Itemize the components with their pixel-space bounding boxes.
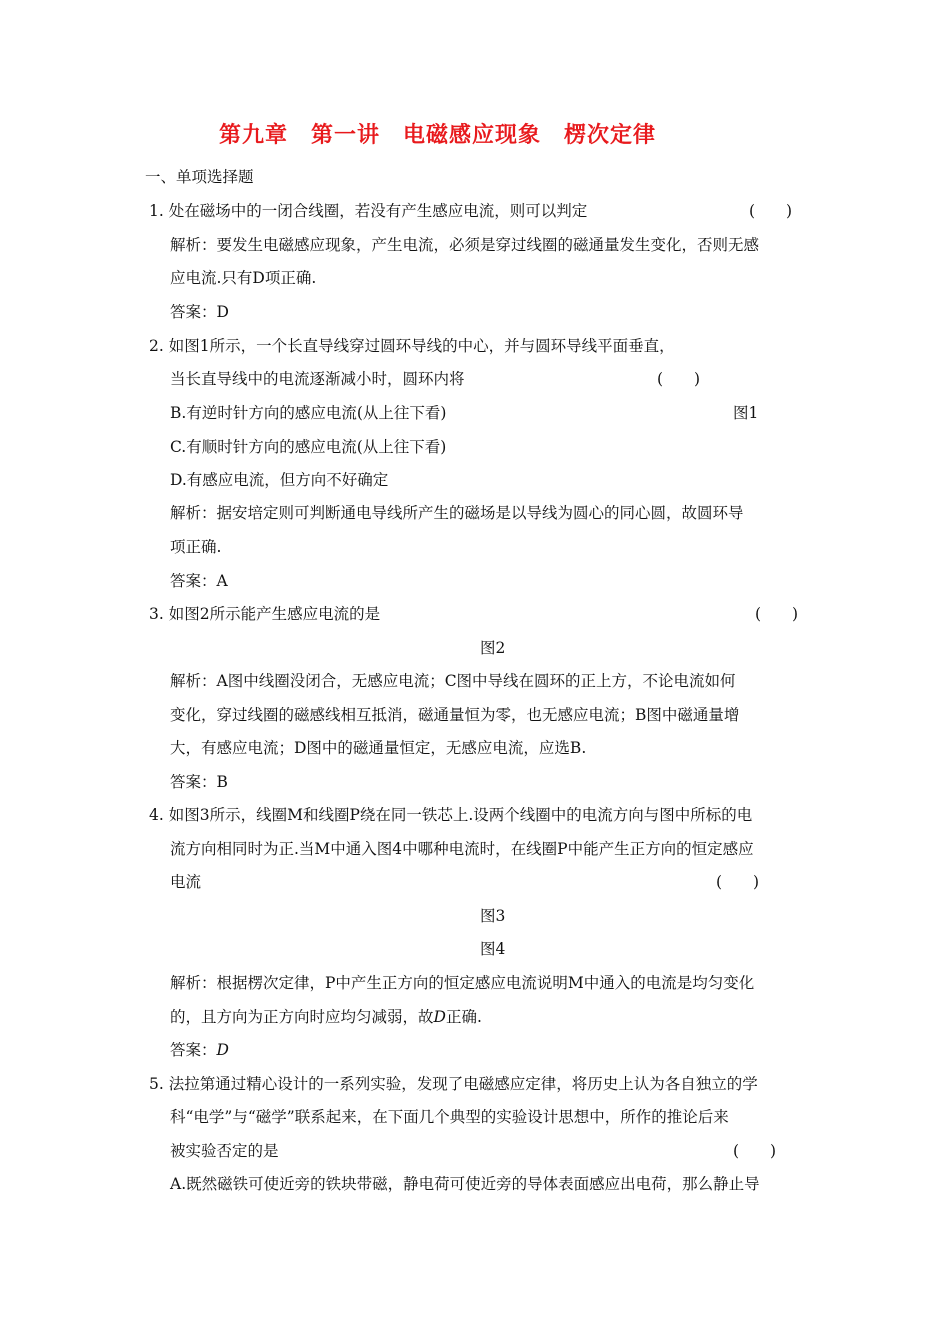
q1-analysis-line-1: 解析：要发生电磁感应现象，产生电流，必须是穿过线圈的磁通量发生变化，否则无感 [170,236,760,254]
q5-stem-line-3: 被实验否定的是 [170,1142,279,1160]
q3-analysis-line-3: 大，有感应电流；D图中的磁通量恒定，无感应电流，应选B. [170,739,587,757]
q4-analysis-line-2 [170,1006,482,1028]
q4-analysis-line-1: 解析：根据楞次定律，P中产生正方向的恒定感应电流说明M中通入的电流是均匀变化 [170,974,755,992]
q1-stem: 1. 处在磁场中的一闭合线圈，若没有产生感应电流，则可以判定 [149,202,588,220]
q4-analysis-text: 的，且方向为正方向时应均匀减弱，故 [170,1008,434,1026]
q2-answer: 答案：A [170,572,228,590]
figure-2-label: 图2 [480,639,506,657]
q2-answer-blank: ( ) [657,370,701,388]
q4-answer [170,1039,229,1061]
q5-option-a: A.既然磁铁可使近旁的铁块带磁，静电荷可使近旁的导体表面感应出电荷，那么静止导 [170,1175,760,1193]
q1-answer: 答案：D [170,303,229,321]
q2-analysis-line-1: 解析：据安培定则可判断通电导线所产生的磁场是以导线为圆心的同心圆，故圆环导 [170,504,744,522]
q4-answer-blank: ( ) [716,873,760,891]
q5-stem-line-2: 科“电学”与“磁学”联系起来，在下面几个典型的实验设计思想中，所作的推论后来 [170,1108,729,1126]
q4-answer-value: D [216,1041,229,1059]
q4-analysis-option: D [433,1008,446,1026]
figure-1-label: 图1 [733,404,759,422]
q4-stem-line-2: 流方向相同时为正.当M中通入图4中哪种电流时，在线圈P中能产生正方向的恒定感应 [170,840,754,858]
page-title: 第九章 第一讲 电磁感应现象 楞次定律 [218,122,656,148]
q4-stem-line-1: 4. 如图3所示，线圈M和线圈P绕在同一铁芯上.设两个线圈中的电流方向与图中所标的电 [149,806,753,824]
q2-option-d: D.有感应电流，但方向不好确定 [170,471,389,489]
q1-answer-blank: ( ) [749,202,793,220]
figure-4-label: 图4 [480,940,506,958]
q3-stem: 3. 如图2所示能产生感应电流的是 [149,605,381,623]
q3-analysis-line-2: 变化，穿过线圈的磁感线相互抵消，磁通量恒为零，也无感应电流；B图中磁通量增 [170,706,740,724]
q2-stem-line-2: 当长直导线中的电流逐渐减小时，圆环内将 [170,370,465,388]
q1-analysis-line-2: 应电流.只有D项正确. [170,269,317,287]
q5-stem-line-1: 5. 法拉第通过精心设计的一系列实验，发现了电磁感应定律，将历史上认为各自独立的学 [149,1075,758,1093]
q4-stem-line-3: 电流 [170,873,202,891]
q3-answer: 答案：B [170,773,228,791]
q2-stem-line-1: 2. 如图1所示，一个长直导线穿过圆环导线的中心，并与圆环导线平面垂直， [149,337,675,355]
q2-option-b: B.有逆时针方向的感应电流(从上往下看) [170,404,447,422]
q3-analysis-line-1: 解析：A图中线圈没闭合，无感应电流；C图中导线在圆环的正上方，不论电流如何 [170,672,736,690]
q2-analysis-line-2: 项正确. [170,538,222,556]
q4-analysis-tail: 正确. [445,1008,482,1026]
section-heading: 一、单项选择题 [145,168,254,186]
q5-answer-blank: ( ) [733,1142,777,1160]
figure-3-label: 图3 [480,907,506,925]
q3-answer-blank: ( ) [755,605,799,623]
q4-answer-label: 答案： [170,1041,217,1059]
q2-option-c: C.有顺时针方向的感应电流(从上往下看) [170,438,447,456]
